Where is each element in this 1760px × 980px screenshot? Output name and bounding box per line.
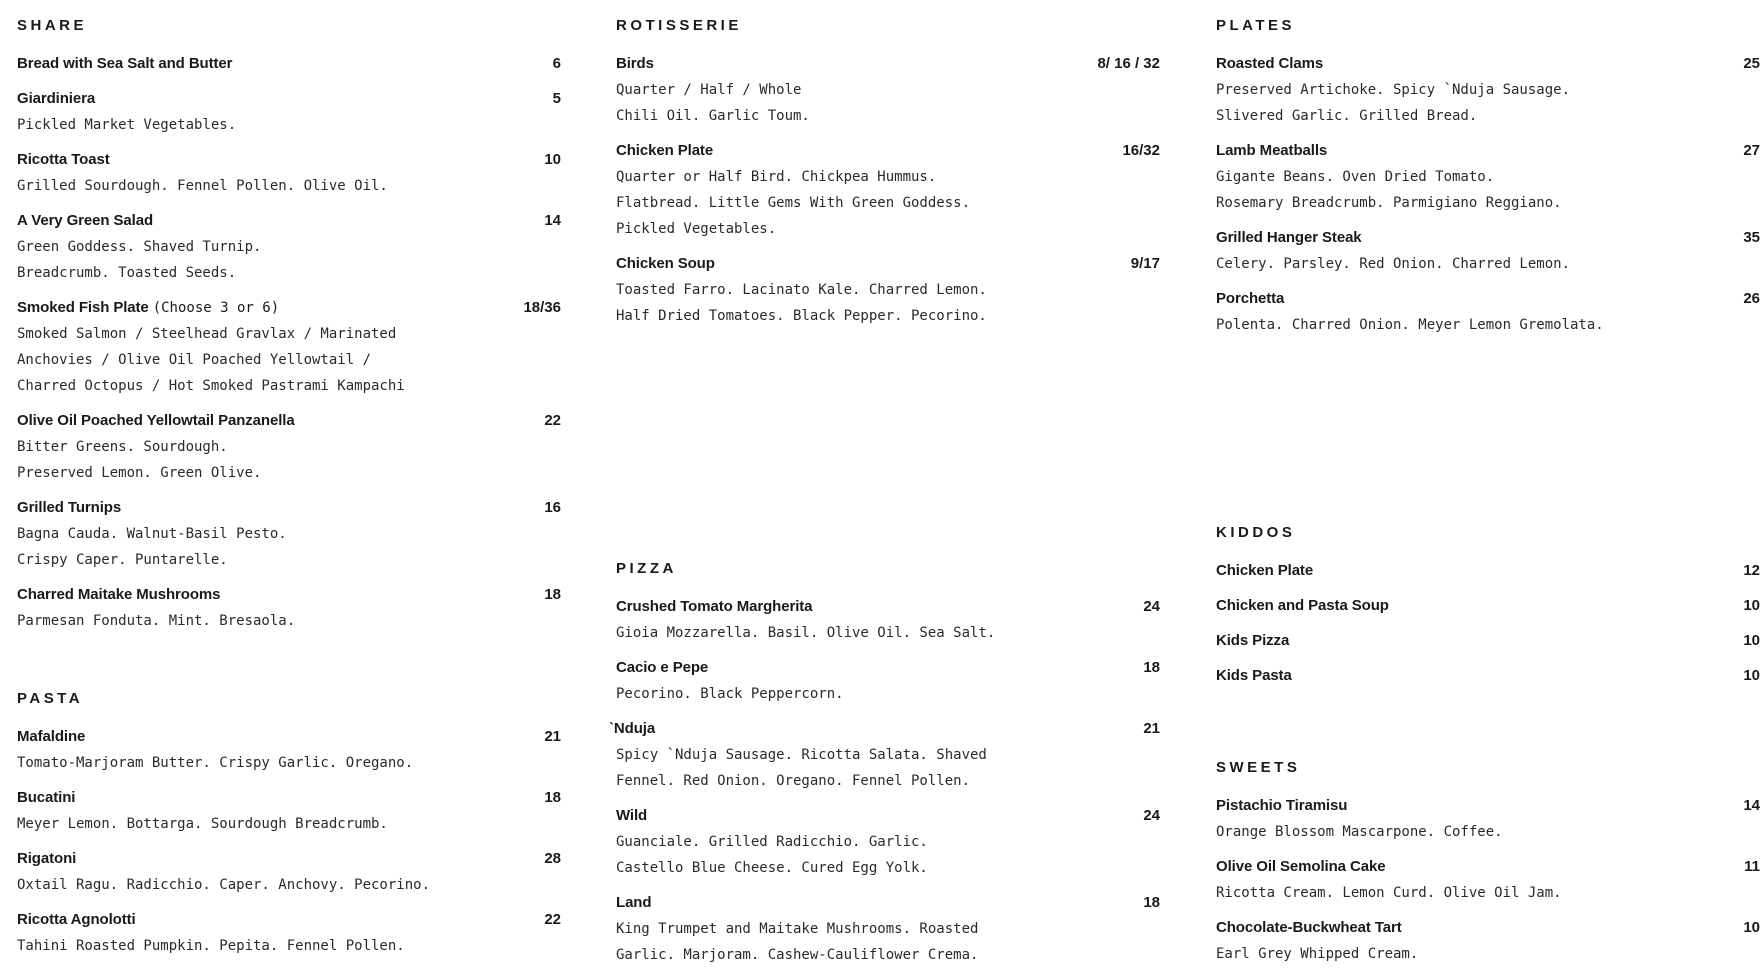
- menu-item-header: [616, 655, 1160, 681]
- menu-item-description: [616, 742, 1160, 794]
- menu-item-price: 21: [544, 728, 561, 745]
- menu-item-note: (Choose 3 or 6): [152, 300, 280, 316]
- menu-item-price: 16: [544, 499, 561, 516]
- menu-item-name: Olive Oil Poached Yellowtail Panzanella: [17, 412, 295, 429]
- menu-item-title: [1216, 793, 1347, 819]
- menu-item-name: Grilled Turnips: [17, 499, 122, 516]
- section-title: PASTA: [17, 690, 84, 707]
- description-line: Fennel. Red Onion. Oregano. Fennel Pollen.: [616, 773, 971, 789]
- menu-item-title: [616, 251, 715, 277]
- menu-item-title: [1216, 558, 1313, 584]
- description-line: Tahini Roasted Pumpkin. Pepita. Fennel Pollen.: [17, 938, 405, 954]
- menu-item-name: Mafaldine: [17, 728, 86, 745]
- menu-item-title: [1216, 286, 1284, 312]
- menu-item: [1216, 628, 1760, 654]
- menu-item-description: [616, 164, 1160, 242]
- menu-item-price: 14: [1743, 797, 1760, 814]
- menu-item-price: 9/17: [1130, 255, 1160, 272]
- menu-item: [1216, 793, 1760, 845]
- menu-item-header: [17, 295, 561, 321]
- menu-items: [1216, 558, 1760, 689]
- menu-item-description: [17, 933, 561, 959]
- menu-item-description: [1216, 880, 1760, 906]
- description-line: Meyer Lemon. Bottarga. Sourdough Breadcrumb.: [17, 816, 388, 832]
- menu-item-name: Ricotta Toast: [17, 151, 110, 168]
- menu-item-name: Chicken and Pasta Soup: [1216, 597, 1389, 614]
- description-line: Green Goddess. Shaved Turnip.: [17, 239, 262, 255]
- menu-item-name: `Nduja: [609, 720, 656, 737]
- description-line: Orange Blossom Mascarpone. Coffee.: [1216, 824, 1503, 840]
- menu-item-header: [17, 147, 561, 173]
- description-line: Grilled Sourdough. Fennel Pollen. Olive Oil.: [17, 178, 388, 194]
- menu-item-name: Kids Pizza: [1216, 632, 1290, 649]
- description-line: Slivered Garlic. Grilled Bread.: [1216, 108, 1478, 124]
- menu-item: [17, 147, 561, 199]
- menu-item: [1216, 225, 1760, 277]
- menu-item: [17, 295, 561, 399]
- section-title: SHARE: [17, 17, 88, 34]
- menu-items: [17, 724, 561, 959]
- description-line: Quarter / Half / Whole: [616, 82, 802, 98]
- menu-item-title: [1216, 663, 1292, 689]
- menu-item-title: [616, 890, 651, 916]
- description-line: Charred Octopus / Hot Smoked Pastrami Kampachi: [17, 378, 405, 394]
- menu-items: [17, 51, 561, 634]
- menu-item-description: [17, 521, 561, 573]
- description-line: Flatbread. Little Gems With Green Goddess.: [616, 195, 971, 211]
- menu-item-name: Giardiniera: [17, 90, 96, 107]
- description-line: Spicy `Nduja Sausage. Ricotta Salata. Shaved: [616, 747, 987, 763]
- description-line: Preserved Lemon. Green Olive.: [17, 465, 262, 481]
- description-line: Preserved Artichoke. Spicy `Nduja Sausage.: [1216, 82, 1571, 98]
- menu-item-description: [17, 434, 561, 486]
- description-line: Castello Blue Cheese. Cured Egg Yolk.: [616, 860, 928, 876]
- section-title: PLATES: [1216, 17, 1296, 34]
- description-line: Polenta. Charred Onion. Meyer Lemon Gremolata.: [1216, 317, 1604, 333]
- menu-item: [17, 86, 561, 138]
- menu-item-header: [616, 803, 1160, 829]
- section-title: KIDDOS: [1216, 524, 1296, 541]
- menu-item: [1216, 558, 1760, 584]
- description-line: Gioia Mozzarella. Basil. Olive Oil. Sea Salt.: [616, 625, 996, 641]
- description-line: Bitter Greens. Sourdough.: [17, 439, 228, 455]
- menu-item-price: 18: [1143, 894, 1160, 911]
- menu-item-price: 18: [544, 789, 561, 806]
- menu-item-header: [616, 251, 1160, 277]
- menu-item-header: [609, 716, 1160, 742]
- menu-item-title: [17, 495, 121, 521]
- menu-item-price: 12: [1743, 562, 1760, 579]
- menu-item: [616, 655, 1160, 707]
- menu-item-header: [1216, 138, 1760, 164]
- menu-items: [616, 51, 1160, 329]
- menu-item-price: 6: [552, 55, 561, 72]
- description-line: King Trumpet and Maitake Mushrooms. Roasted: [616, 921, 979, 937]
- menu-item-price: 24: [1143, 598, 1160, 615]
- menu-item-header: [17, 582, 561, 608]
- menu-item-name: Chicken Soup: [616, 255, 715, 272]
- menu-item-title: [17, 907, 136, 933]
- menu-item-price: 10: [1743, 667, 1760, 684]
- menu-item-price: 10: [544, 151, 561, 168]
- menu-item-price: 16/32: [1122, 142, 1160, 159]
- menu-item-title: [616, 594, 812, 620]
- menu-item-price: 5: [552, 90, 561, 107]
- section-title: ROTISSERIE: [616, 17, 742, 34]
- menu-item-description: [17, 112, 561, 138]
- menu-item-price: 18: [544, 586, 561, 603]
- menu-item-title: [616, 803, 647, 829]
- menu-item-name: Olive Oil Semolina Cake: [1216, 858, 1386, 875]
- menu-item-name: Smoked Fish Plate: [17, 299, 149, 316]
- menu-item-price: 8/ 16 / 32: [1097, 55, 1160, 72]
- menu-item-description: [1216, 77, 1760, 129]
- menu-item-name: Chicken Plate: [1216, 562, 1314, 579]
- menu-item-description: [17, 811, 561, 837]
- menu-item-name: Kids Pasta: [1216, 667, 1292, 684]
- menu-item-title: [616, 51, 654, 77]
- menu-item-price: 35: [1743, 229, 1760, 246]
- menu-item: [616, 51, 1160, 129]
- menu-item-header: [1216, 663, 1760, 689]
- section-kiddos: [1216, 524, 1760, 698]
- menu-item-name: Crushed Tomato Margherita: [616, 598, 813, 615]
- section-title: PIZZA: [616, 560, 677, 577]
- menu-item-header: [17, 907, 561, 933]
- menu-item-name: A Very Green Salad: [17, 212, 154, 229]
- description-line: Garlic. Marjoram. Cashew-Cauliflower Crema.: [616, 947, 979, 963]
- menu-item-description: [616, 277, 1160, 329]
- menu-item-price: 18: [1143, 659, 1160, 676]
- menu-item-price: 21: [1143, 720, 1160, 737]
- menu-item-header: [17, 785, 561, 811]
- description-line: Smoked Salmon / Steelhead Gravlax / Marinated: [17, 326, 397, 342]
- menu-item-name: Chicken Plate: [616, 142, 714, 159]
- menu-item-name: Charred Maitake Mushrooms: [17, 586, 221, 603]
- menu-item-header: [616, 594, 1160, 620]
- menu-item-price: 24: [1143, 807, 1160, 824]
- menu-item-title: [1216, 854, 1385, 880]
- menu-item-header: [1216, 51, 1760, 77]
- menu-item-title: [17, 51, 232, 77]
- menu-item-header: [616, 138, 1160, 164]
- menu-item-title: [609, 716, 655, 742]
- menu-item-title: [17, 208, 153, 234]
- menu-item-description: [1216, 941, 1760, 967]
- description-line: Breadcrumb. Toasted Seeds.: [17, 265, 237, 281]
- menu-item-description: [1216, 251, 1760, 277]
- menu-item-header: [1216, 793, 1760, 819]
- menu-item-title: [17, 846, 76, 872]
- menu-item-price: 10: [1743, 919, 1760, 936]
- menu-item-description: [616, 681, 1160, 707]
- menu-item-name: Grilled Hanger Steak: [1216, 229, 1362, 246]
- menu-item-header: [17, 846, 561, 872]
- menu-item-name: Bucatini: [17, 789, 76, 806]
- menu-item-description: [17, 321, 561, 399]
- section-rotisserie: [616, 17, 1160, 338]
- menu-item-price: 10: [1743, 632, 1760, 649]
- description-line: Half Dried Tomatoes. Black Pepper. Pecorino.: [616, 308, 987, 324]
- menu-item-name: Wild: [616, 807, 648, 824]
- menu-item-description: [17, 173, 561, 199]
- menu-item-price: 25: [1743, 55, 1760, 72]
- menu-item: [17, 408, 561, 486]
- menu-item-title: [1216, 225, 1362, 251]
- menu-item-header: [17, 51, 561, 77]
- section-sweets: [1216, 759, 1760, 976]
- menu-item-price: 28: [544, 850, 561, 867]
- menu-item-name: Birds: [616, 55, 654, 72]
- section-plates: [1216, 17, 1760, 347]
- menu-item: [616, 803, 1160, 881]
- menu-item-description: [1216, 164, 1760, 216]
- description-line: Parmesan Fonduta. Mint. Bresaola.: [17, 613, 296, 629]
- menu-item-header: [1216, 593, 1760, 619]
- menu-item-title: [17, 582, 220, 608]
- description-line: Celery. Parsley. Red Onion. Charred Lemon.: [1216, 256, 1571, 272]
- description-line: Toasted Farro. Lacinato Kale. Charred Lemon.: [616, 282, 987, 298]
- menu-item: [1216, 663, 1760, 689]
- menu-item-header: [616, 51, 1160, 77]
- menu-item-price: 22: [544, 412, 561, 429]
- menu-item-title: [17, 86, 95, 112]
- menu-items: [609, 594, 1160, 968]
- description-line: Crispy Caper. Puntarelle.: [17, 552, 228, 568]
- menu-item-price: 26: [1743, 290, 1760, 307]
- menu-item-description: [1216, 819, 1760, 845]
- menu-item-description: [17, 608, 561, 634]
- menu-items: [1216, 793, 1760, 967]
- description-line: Oxtail Ragu. Radicchio. Caper. Anchovy. Pecorino.: [17, 877, 431, 893]
- description-line: Ricotta Cream. Lemon Curd. Olive Oil Jam.: [1216, 885, 1562, 901]
- menu-item-header: [1216, 286, 1760, 312]
- menu-item: [616, 890, 1160, 968]
- menu-item-name: Land: [616, 894, 652, 911]
- menu-item: [1216, 915, 1760, 967]
- menu-item-title: [17, 295, 279, 321]
- menu-item: [1216, 51, 1760, 129]
- section-share: [17, 17, 561, 643]
- menu-item-title: [616, 655, 708, 681]
- menu-item-title: [1216, 51, 1323, 77]
- menu-item: [17, 785, 561, 837]
- menu-item: [1216, 854, 1760, 906]
- menu-item-header: [17, 495, 561, 521]
- menu-items: [1216, 51, 1760, 338]
- menu-item-description: [17, 234, 561, 286]
- menu-item-title: [1216, 628, 1289, 654]
- menu-item: [609, 716, 1160, 794]
- menu-item-price: 11: [1744, 858, 1760, 875]
- menu-item-title: [1216, 138, 1327, 164]
- menu-item-description: [1216, 312, 1760, 338]
- menu-item-header: [616, 890, 1160, 916]
- description-line: Chili Oil. Garlic Toum.: [616, 108, 810, 124]
- menu-item-description: [17, 750, 561, 776]
- menu-item-title: [17, 147, 110, 173]
- menu-item-header: [17, 724, 561, 750]
- menu-item: [17, 724, 561, 776]
- description-line: Guanciale. Grilled Radicchio. Garlic.: [616, 834, 928, 850]
- section-pasta: [17, 690, 561, 968]
- menu-item: [1216, 286, 1760, 338]
- menu-item-name: Lamb Meatballs: [1216, 142, 1328, 159]
- menu-item-description: [616, 829, 1160, 881]
- menu-item-description: [616, 77, 1160, 129]
- menu-item-title: [1216, 593, 1389, 619]
- menu-item: [1216, 593, 1760, 619]
- menu-item-name: Chocolate-Buckwheat Tart: [1216, 919, 1402, 936]
- description-line: Tomato-Marjoram Butter. Crispy Garlic. Oregano.: [17, 755, 414, 771]
- menu-item-price: 14: [544, 212, 561, 229]
- menu-item-title: [616, 138, 713, 164]
- description-line: Bagna Cauda. Walnut-Basil Pesto.: [17, 526, 287, 542]
- menu-item-name: Pistachio Tiramisu: [1216, 797, 1348, 814]
- description-line: Rosemary Breadcrumb. Parmigiano Reggiano.: [1216, 195, 1562, 211]
- menu-item-price: 22: [544, 911, 561, 928]
- menu-item-header: [17, 208, 561, 234]
- menu-item: [17, 907, 561, 959]
- menu-item-header: [1216, 558, 1760, 584]
- menu-item-header: [17, 408, 561, 434]
- menu-item-description: [616, 620, 1160, 646]
- menu-item-title: [1216, 915, 1402, 941]
- description-line: Anchovies / Olive Oil Poached Yellowtail /: [17, 352, 372, 368]
- menu-item-title: [17, 785, 75, 811]
- menu-item-description: [17, 872, 561, 898]
- menu-item: [1216, 138, 1760, 216]
- description-line: Gigante Beans. Oven Dried Tomato.: [1216, 169, 1495, 185]
- menu-item-name: Cacio e Pepe: [616, 659, 709, 676]
- menu-item: [17, 51, 561, 77]
- menu-item-name: Bread with Sea Salt and Butter: [17, 55, 233, 72]
- menu-item-title: [17, 724, 85, 750]
- menu-item-name: Porchetta: [1216, 290, 1285, 307]
- menu-item-header: [1216, 628, 1760, 654]
- menu-item: [616, 138, 1160, 242]
- menu-item-name: Ricotta Agnolotti: [17, 911, 136, 928]
- description-line: Pickled Vegetables.: [616, 221, 777, 237]
- menu-item: [17, 495, 561, 573]
- description-line: Quarter or Half Bird. Chickpea Hummus.: [616, 169, 937, 185]
- description-line: Pecorino. Black Peppercorn.: [616, 686, 844, 702]
- menu-item: [17, 208, 561, 286]
- menu-item: [17, 582, 561, 634]
- menu-item-header: [17, 86, 561, 112]
- section-pizza: [609, 560, 1160, 977]
- section-title: SWEETS: [1216, 759, 1301, 776]
- menu-item-header: [1216, 225, 1760, 251]
- description-line: Pickled Market Vegetables.: [17, 117, 237, 133]
- description-line: Earl Grey Whipped Cream.: [1216, 946, 1419, 962]
- menu-item-name: Rigatoni: [17, 850, 77, 867]
- menu-item-description: [616, 916, 1160, 968]
- menu-item-name: Roasted Clams: [1216, 55, 1324, 72]
- menu-item-header: [1216, 854, 1760, 880]
- menu-item: [616, 251, 1160, 329]
- menu-item-price: 18/36: [523, 299, 561, 316]
- menu-item-title: [17, 408, 295, 434]
- menu-item-price: 27: [1743, 142, 1760, 159]
- menu-item-price: 10: [1743, 597, 1760, 614]
- menu-item: [17, 846, 561, 898]
- menu-item-header: [1216, 915, 1760, 941]
- menu-item: [616, 594, 1160, 646]
